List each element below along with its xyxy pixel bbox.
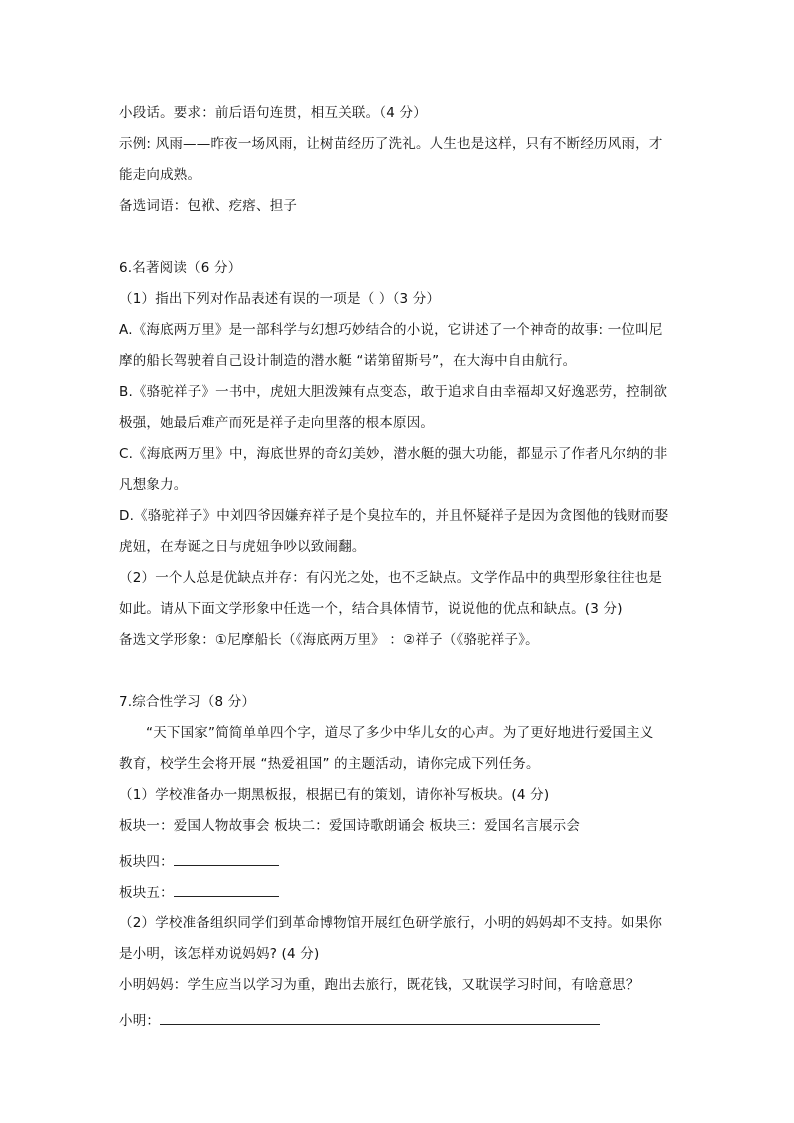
q7-existing-blocks: 板块一：爱国人物故事会 板块二：爱国诗歌朗诵会 板块三：爱国名言展示会 (119, 818, 581, 834)
q7-sub1: （1）学校准备办一期黑板报，根据已有的策划，请你补写板块。(4 分) (119, 787, 550, 803)
q7-block4-answer-blank[interactable] (174, 851, 279, 866)
q7-block5-answer-blank[interactable] (174, 882, 279, 897)
q6-option-a-line-1: A.《海底两万里》是一部科学与幻想巧妙结合的小说，它讲述了一个神奇的故事: 一位叫尼 (119, 322, 663, 338)
q6-option-c-line-2: 凡想象力。 (119, 477, 188, 493)
q6-option-c-line-1: C.《海底两万里》中，海底世界的奇幻美妙，潜水艇的强大功能，都显示了作者凡尔纳的非 (119, 446, 668, 462)
q5-example-line-1: 示例: 风雨——昨夜一场风雨，让树苗经历了洗礼。人生也是这样，只有不断经历风雨，才 (119, 136, 663, 152)
q6-sub2-line-2: 如此。请从下面文学形象中任选一个，结合具体情节，说说他的优点和缺点。(3 分) (119, 601, 623, 617)
q6-character-choices: 备选文学形象：①尼摩船长（《海底两万里》 ：②祥子（《骆驼祥子》。 (119, 632, 539, 648)
q7-ming-answer-blank[interactable] (160, 1010, 600, 1025)
q7-intro-line-2: 教育，校学生会将开展 “热爱祖国” 的主题活动，请你完成下列任务。 (119, 756, 540, 772)
q7-ming-row (119, 1010, 600, 1031)
q6-option-d-line-1: D.《骆驼祥子》中刘四爷因嫌弃祥子是个臭拉车的，并且怀疑祥子是因为贪图他的钱财而娶 (119, 508, 669, 524)
q5-example-line-2: 能走向成熟。 (119, 167, 202, 183)
q7-block4-label: 板块四： (119, 854, 174, 870)
q7-title: 7.综合性学习（8 分） (119, 694, 256, 710)
q6-option-b-line-2: 极强，她最后难产而死是祥子走向里落的根本原因。 (119, 415, 435, 431)
q7-block5-label: 板块五： (119, 885, 174, 901)
q6-option-a-line-2: 摩的船长驾驶着自己设计制造的潜水艇 “诺第留斯号”，在大海中自由航行。 (119, 353, 577, 369)
q6-sub1: （1）指出下列对作品表述有误的一项是（ ）（3 分） (119, 291, 441, 307)
q6-option-d-line-2: 虎妞，在寿诞之日与虎妞争吵以致闹翻。 (119, 539, 366, 555)
q7-intro-line-1: “天下国家”简简单单四个字，道尽了多少中华儿女的心声。为了更好地进行爱国主义 (146, 725, 654, 741)
q6-title: 6.名著阅读（6 分） (119, 260, 242, 276)
q6-option-b-line-1: B.《骆驼祥子》一书中，虎妞大胆泼辣有点变态，敢于追求自由幸福却又好逸恶劳，控制欲 (119, 384, 668, 400)
q5-requirement: 小段话。要求：前后语句连贯，相互关联。（4 分） (119, 105, 427, 121)
q5-word-choices: 备选词语：包袱、疙瘩、担子 (119, 198, 298, 214)
q6-sub2-line-1: （2）一个人总是优缺点并存：有闪光之处，也不乏缺点。文学作品中的典型形象往往也是 (119, 570, 663, 586)
q7-sub2-line-2: 是小明，该怎样劝说妈妈? (4 分) (119, 946, 320, 962)
q7-block4-row (119, 851, 279, 872)
q7-block5-row (119, 882, 279, 903)
q7-sub2-line-1: （2）学校准备组织同学们到革命博物馆开展红色研学旅行，小明的妈妈却不支持。如果你 (119, 915, 663, 931)
q7-mom-statement: 小明妈妈：学生应当以学习为重，跑出去旅行，既花钱，又耽误学习时间，有啥意思？ (119, 977, 640, 993)
q7-ming-label: 小明： (119, 1013, 161, 1029)
